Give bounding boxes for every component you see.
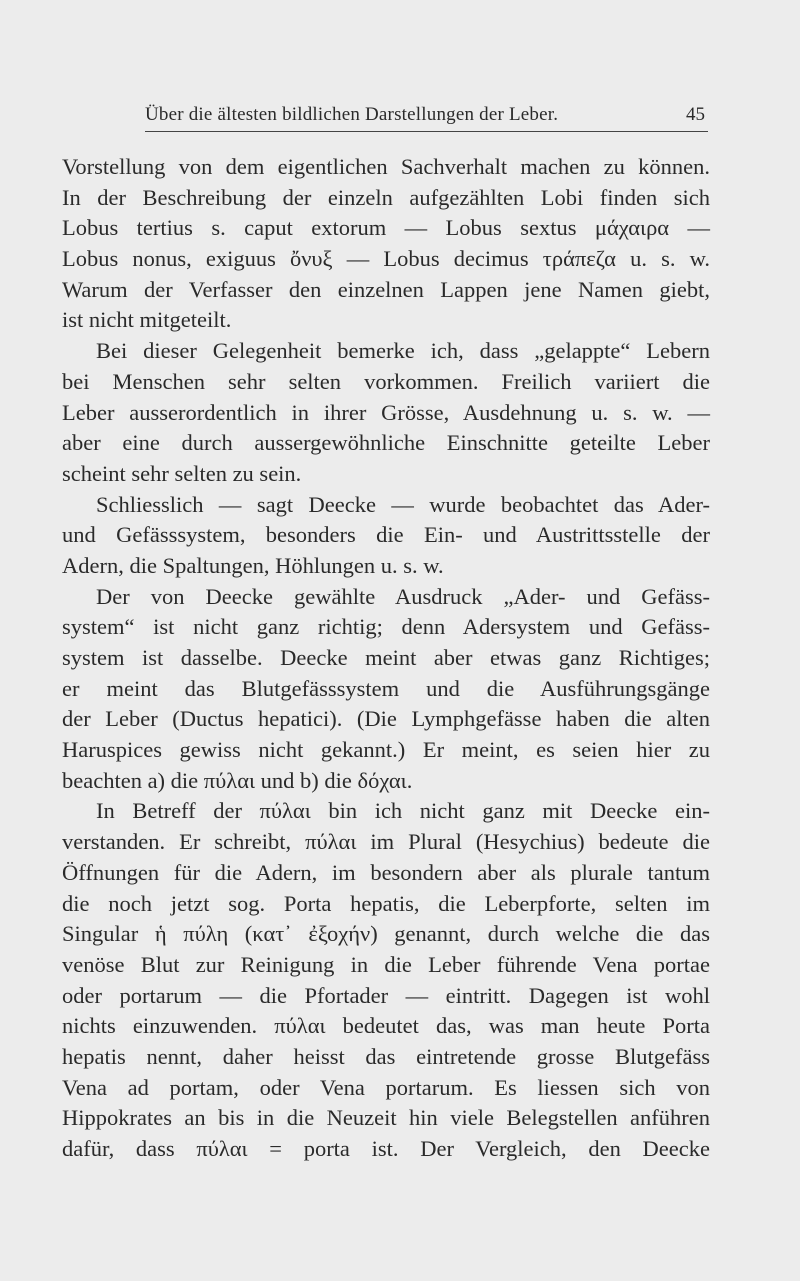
text-line: Warum der Verfasser den einzelnen Lappen jene Namen giebt, bbox=[62, 276, 710, 302]
text-line: Singular ἡ πύλη (κατ᾽ ἐξοχήν) genannt, durch welche die das bbox=[62, 921, 710, 947]
text-line: Hippokrates an bis in die Neuzeit hin viele Belegstellen anführen bbox=[62, 1105, 710, 1131]
body-text bbox=[62, 152, 710, 1165]
running-header bbox=[145, 104, 705, 130]
text-line: Vorstellung von dem eigentlichen Sachverhalt machen zu können. bbox=[62, 154, 710, 179]
text-line: Leber ausserordentlich in ihrer Grösse, Ausdehnung u. s. w. — bbox=[62, 399, 710, 425]
text-line: bei Menschen sehr selten vorkommen. Freilich variiert die bbox=[62, 368, 710, 394]
header-title: Über die ältesten bildlichen Darstellungen der Leber. bbox=[145, 104, 559, 125]
text-line: dafür, dass πύλαι = porta ist. Der Vergleich, den Deecke bbox=[62, 1136, 710, 1161]
text-line: oder portarum — die Pfortader — eintritt. Dagegen ist wohl bbox=[62, 982, 710, 1008]
text-line: aber eine durch aussergewöhnliche Einschnitte geteilte Leber bbox=[62, 430, 710, 456]
text-line: venöse Blut zur Reinigung in die Leber führende Vena portae bbox=[62, 951, 710, 977]
page-number: 45 bbox=[686, 104, 705, 125]
text-line: nichts einzuwenden. πύλαι bedeutet das, was man heute Porta bbox=[62, 1013, 710, 1039]
text-line: Der von Deecke gewählte Ausdruck „Ader- und Gefäss- bbox=[96, 583, 710, 609]
text-line: ist nicht mitgeteilt. bbox=[62, 307, 232, 333]
text-line: der Leber (Ductus hepatici). (Die Lymphgefässe haben die alten bbox=[62, 706, 710, 732]
text-line: Lobus tertius s. caput extorum — Lobus sextus μάχαιρα — bbox=[62, 215, 710, 241]
text-line: Schliesslich — sagt Deecke — wurde beobachtet das Ader- bbox=[96, 491, 710, 517]
text-line: und Gefässsystem, besonders die Ein- und Austrittsstelle der bbox=[62, 522, 710, 548]
text-line: system ist dasselbe. Deecke meint aber etwas ganz Richtiges; bbox=[62, 645, 710, 670]
text-line: verstanden. Er schreibt, πύλαι im Plural (Hesychius) bedeute die bbox=[62, 829, 710, 855]
text-line: die noch jetzt sog. Porta hepatis, die Leberpforte, selten im bbox=[62, 890, 710, 916]
text-line: beachten a) die πύλαι und b) die δόχαι. bbox=[62, 767, 413, 793]
text-line: Vena ad portam, oder Vena portarum. Es liessen sich von bbox=[62, 1074, 710, 1100]
text-line: In Betreff der πύλαι bin ich nicht ganz mit Deecke ein- bbox=[96, 798, 710, 824]
text-line: Öffnungen für die Adern, im besondern aber als plurale tantum bbox=[62, 859, 710, 885]
text-line: Lobus nonus, exiguus ὄνυξ — Lobus decimus τράπεζα u. s. w. bbox=[62, 246, 710, 272]
text-line: Bei dieser Gelegenheit bemerke ich, dass „gelappte“ Lebern bbox=[96, 338, 710, 364]
header-rule bbox=[145, 131, 708, 132]
text-line: Adern, die Spaltungen, Höhlungen u. s. w. bbox=[62, 552, 444, 578]
text-line: scheint sehr selten zu sein. bbox=[62, 460, 302, 486]
text-line: system“ ist nicht ganz richtig; denn Adersystem und Gefäss- bbox=[62, 614, 710, 640]
text-line: Haruspices gewiss nicht gekannt.) Er meint, es seien hier zu bbox=[62, 737, 710, 763]
text-line: In der Beschreibung der einzeln aufgezählten Lobi finden sich bbox=[62, 184, 710, 210]
text-line: hepatis nennt, daher heisst das eintretende grosse Blutgefäss bbox=[62, 1043, 710, 1069]
text-line: er meint das Blutgefässsystem und die Ausführungsgänge bbox=[62, 675, 710, 701]
